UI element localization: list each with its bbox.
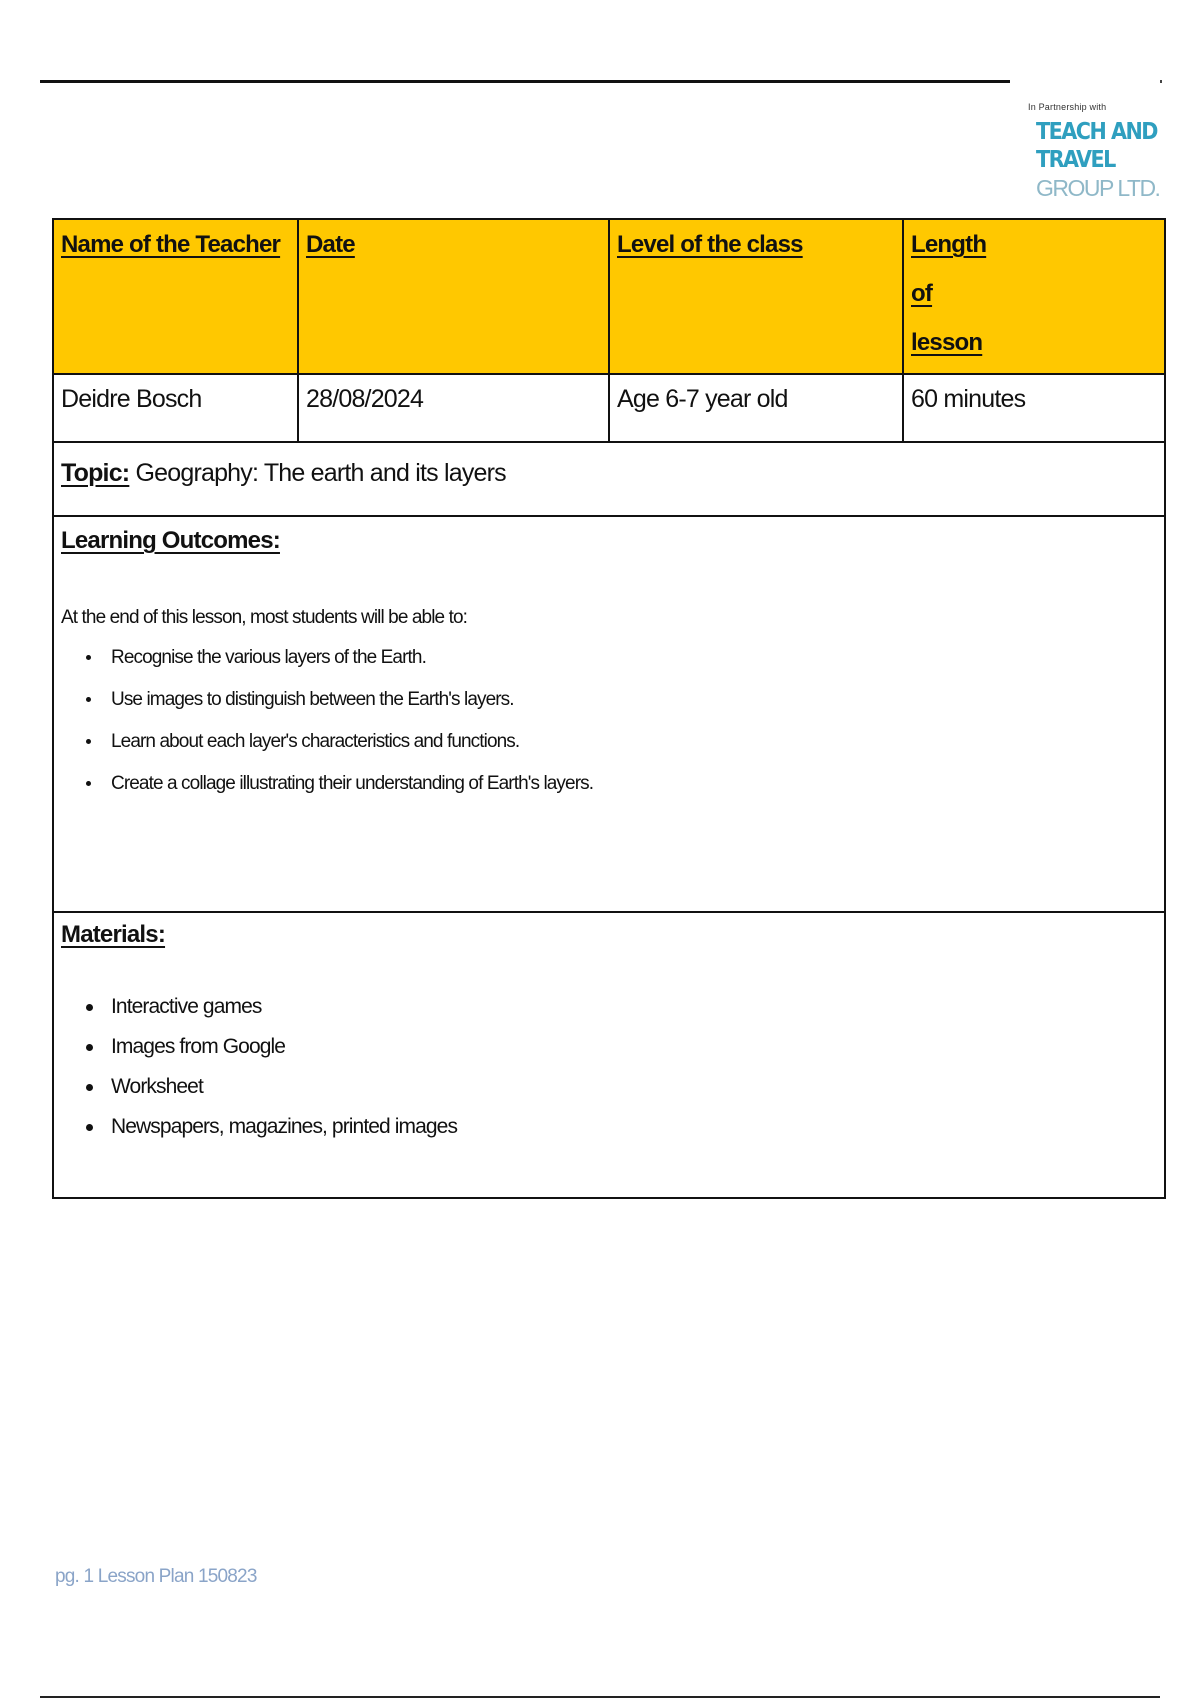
topic-label: Topic:: [61, 459, 130, 487]
materials-cell: [53, 912, 1165, 1198]
header-rule: [40, 80, 1010, 83]
header-length-label: Length of lesson: [911, 231, 987, 356]
teacher-name-value: Deidre Bosch: [53, 374, 298, 442]
header-rule-mark: [1160, 80, 1162, 83]
date-value: 28/08/2024: [298, 374, 609, 442]
learning-outcomes-title: Learning Outcomes:: [61, 527, 280, 554]
header-cell-level: [609, 219, 903, 374]
page-footer: pg. 1 Lesson Plan 150823: [55, 1566, 257, 1587]
table-values-row: [53, 374, 1165, 442]
topic-row: [53, 442, 1165, 516]
topic-value: Geography: The earth and its layers: [129, 459, 506, 487]
lesson-length-value: 60 minutes: [903, 374, 1165, 442]
header-cell-teacher: [53, 219, 298, 374]
footer-rule: [40, 1696, 1160, 1698]
table-header-row: [53, 219, 1165, 374]
class-level-value: Age 6-7 year old: [609, 374, 903, 442]
list-item: Worksheet: [111, 1067, 1157, 1107]
logo-subtitle: GROUP LTD.: [1036, 175, 1160, 201]
materials-row: [53, 912, 1165, 1198]
list-item: Recognise the various layers of the Earth.: [111, 637, 1157, 679]
learning-outcomes-row: [53, 516, 1165, 912]
header-date-label: Date: [306, 231, 355, 258]
list-item: Newspapers, magazines, printed images: [111, 1107, 1157, 1147]
topic-cell: [53, 442, 1165, 516]
learning-outcomes-cell: [53, 516, 1165, 912]
list-item: Images from Google: [111, 1027, 1157, 1067]
materials-list: [61, 987, 1157, 1147]
logo-tagline: In Partnership with: [1028, 102, 1107, 112]
logo-title: TEACH AND TRAVEL: [1036, 119, 1157, 173]
list-item: Learn about each layer's characteristics and functions.: [111, 721, 1157, 763]
partner-logo: [1028, 102, 1168, 202]
header-teacher-label: Name of the Teacher: [61, 231, 281, 258]
lesson-plan-table: [52, 218, 1166, 1199]
list-item: Interactive games: [111, 987, 1157, 1027]
list-item: Create a collage illustrating their understanding of Earth's layers.: [111, 763, 1157, 805]
header-cell-length: [903, 219, 1165, 374]
materials-title: Materials:: [61, 921, 166, 948]
learning-outcomes-list: [61, 637, 1157, 805]
header-cell-date: [298, 219, 609, 374]
header-level-label: Level of the class: [617, 231, 803, 258]
list-item: Use images to distinguish between the Earth's layers.: [111, 679, 1157, 721]
learning-outcomes-intro: At the end of this lesson, most students will be able to:: [61, 607, 468, 628]
